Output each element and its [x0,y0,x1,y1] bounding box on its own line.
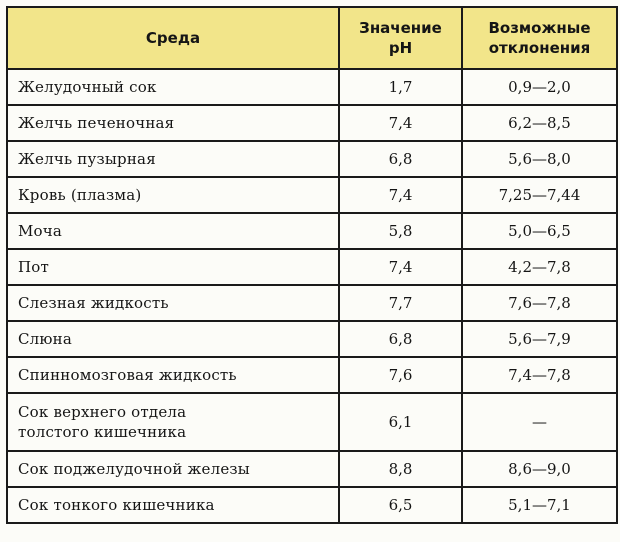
table-row [7,213,617,249]
table-body [7,69,617,523]
cell-medium: Моча [7,213,339,249]
cell-range: 5,6—7,9 [462,321,617,357]
header-dev-line1: Возможные [488,19,591,37]
table-row [7,487,617,523]
header-deviations [462,7,617,69]
cell-medium: Пот [7,249,339,285]
cell-range: 7,4—7,8 [462,357,617,393]
cell-range: 5,0—6,5 [462,213,617,249]
cell-ph: 1,7 [339,69,462,105]
cell-medium: Спинномозговая жидкость [7,357,339,393]
cell-ph: 8,8 [339,451,462,487]
table-row [7,141,617,177]
cell-range: 7,25—7,44 [462,177,617,213]
table-row [7,357,617,393]
table-row [7,177,617,213]
cell-range: 5,6—8,0 [462,141,617,177]
cell-ph: 6,8 [339,321,462,357]
cell-ph: 7,7 [339,285,462,321]
table-row [7,285,617,321]
table-row [7,249,617,285]
cell-range: 0,9—2,0 [462,69,617,105]
header-row [7,7,617,69]
cell-range: 7,6—7,8 [462,285,617,321]
cell-ph: 6,5 [339,487,462,523]
cell-medium: Сок тонкого кишечника [7,487,339,523]
cell-range: 5,1—7,1 [462,487,617,523]
header-ph-line2: pH [388,39,413,57]
cell-medium: Слезная жидкость [7,285,339,321]
cell-medium: Желчь пузырная [7,141,339,177]
header-ph-value [339,7,462,69]
cell-range: 8,6—9,0 [462,451,617,487]
cell-medium: Желудочный сок [7,69,339,105]
table-row [7,69,617,105]
cell-medium-line2: толстого кишечника [18,423,187,441]
cell-ph: 7,6 [339,357,462,393]
header-medium: Среда [7,7,339,69]
cell-range: 6,2—8,5 [462,105,617,141]
cell-medium: Желчь печеночная [7,105,339,141]
table-row [7,451,617,487]
header-dev-line2: отклонения [488,39,591,57]
header-ph-line1: Значение [359,19,442,37]
table-header [7,7,617,69]
table-row [7,393,617,451]
cell-medium: Слюна [7,321,339,357]
cell-ph: 5,8 [339,213,462,249]
cell-medium [7,393,339,451]
cell-ph: 7,4 [339,105,462,141]
cell-range: — [462,393,617,451]
cell-medium: Кровь (плазма) [7,177,339,213]
table-row [7,105,617,141]
table-row [7,321,617,357]
cell-range: 4,2—7,8 [462,249,617,285]
cell-ph: 7,4 [339,177,462,213]
cell-medium: Сок поджелудочной железы [7,451,339,487]
cell-ph: 6,1 [339,393,462,451]
cell-ph: 6,8 [339,141,462,177]
ph-table [6,6,618,524]
cell-medium-line1: Сок верхнего отдела [18,403,187,421]
cell-ph: 7,4 [339,249,462,285]
